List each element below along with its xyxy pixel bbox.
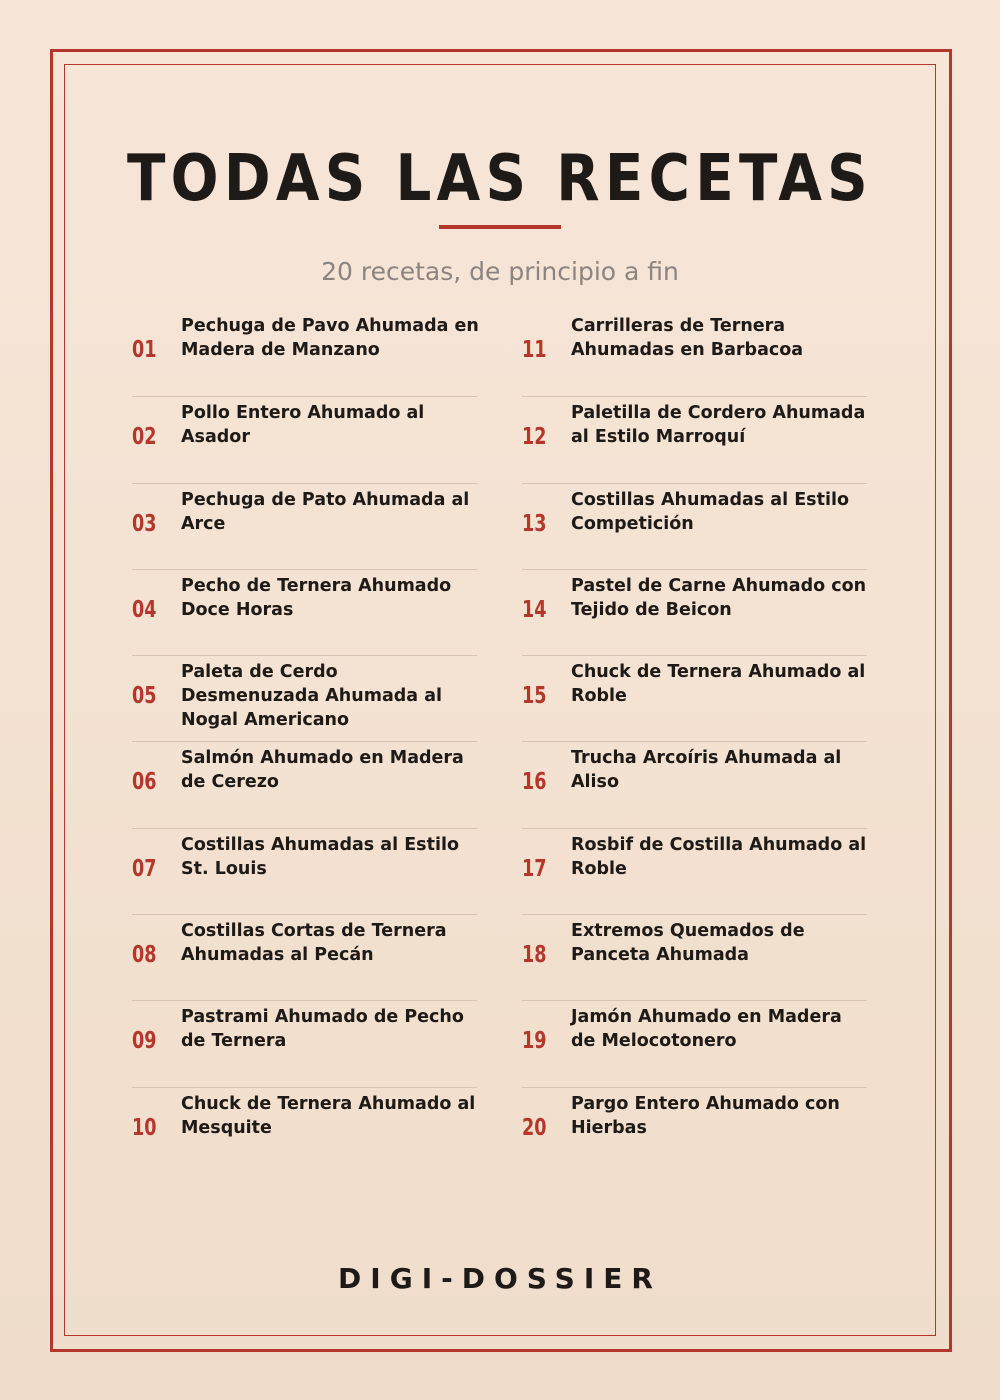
recipe-number: 10	[132, 1114, 157, 1141]
recipe-list-right	[522, 310, 867, 1173]
recipe-title: Chuck de Ternera Ahumado al Mesquite	[181, 1093, 476, 1138]
recipe-item[interactable]	[132, 310, 477, 396]
recipe-number: 01	[132, 337, 157, 363]
recipe-item[interactable]	[132, 569, 477, 655]
title-underline	[439, 225, 561, 229]
recipe-number: 06	[132, 769, 157, 796]
recipe-title: Pechuga de Pavo Ahumada en Madera de Manzano	[181, 316, 479, 360]
recipe-title: Paletilla de Cordero Ahumada al Estilo Marroquí	[571, 403, 866, 448]
recipe-number: 20	[522, 1114, 547, 1141]
recipe-number: 11	[522, 337, 547, 363]
recipe-number: 16	[522, 769, 547, 796]
recipe-number: 17	[522, 855, 547, 882]
recipe-item[interactable]	[132, 483, 477, 569]
recipe-title: Extremos Quemados de Panceta Ahumada	[571, 921, 805, 966]
recipe-title: Costillas Cortas de Ternera Ahumadas al Pecán	[181, 921, 447, 966]
recipe-number: 12	[522, 424, 547, 451]
recipe-item[interactable]	[132, 1087, 477, 1173]
recipe-title: Trucha Arcoíris Ahumada al Aliso	[571, 748, 842, 793]
recipe-item[interactable]	[132, 655, 477, 741]
recipe-number: 04	[132, 596, 157, 623]
recipe-item[interactable]	[132, 1000, 477, 1086]
recipe-item[interactable]	[522, 310, 867, 396]
recipe-title: Pollo Entero Ahumado al Asador	[181, 403, 425, 448]
recipe-number: 15	[522, 683, 547, 710]
recipe-title: Pastel de Carne Ahumado con Tejido de Beicon	[571, 575, 867, 620]
recipe-list-left	[132, 310, 477, 1173]
recipe-number: 07	[132, 855, 157, 882]
recipe-item[interactable]	[522, 914, 867, 1000]
recipe-item[interactable]	[132, 741, 477, 827]
recipe-item[interactable]	[132, 396, 477, 482]
recipe-item[interactable]	[522, 828, 867, 914]
recipe-title: Costillas Ahumadas al Estilo Competición	[571, 489, 849, 534]
recipe-title: Pecho de Ternera Ahumado Doce Horas	[181, 575, 452, 620]
recipe-item[interactable]	[522, 655, 867, 741]
recipe-number: 19	[522, 1028, 547, 1055]
recipe-title: Pechuga de Pato Ahumada al Arce	[181, 489, 470, 534]
recipe-item[interactable]	[522, 396, 867, 482]
recipe-number: 05	[132, 683, 157, 710]
recipe-item[interactable]	[522, 483, 867, 569]
recipe-title: Salmón Ahumado en Madera de Cerezo	[181, 748, 464, 793]
recipe-number: 02	[132, 424, 157, 451]
recipe-item[interactable]	[522, 741, 867, 827]
recipe-number: 03	[132, 510, 157, 537]
recipe-item[interactable]	[132, 828, 477, 914]
recipe-title: Jamón Ahumado en Madera de Melocotonero	[571, 1007, 842, 1052]
recipe-title: Rosbif de Costilla Ahumado al Roble	[571, 834, 867, 879]
recipe-item[interactable]	[522, 569, 867, 655]
recipe-title: Costillas Ahumadas al Estilo St. Louis	[181, 834, 459, 879]
recipe-number: 09	[132, 1028, 157, 1055]
recipe-title: Paleta de Cerdo Desmenuzada Ahumada al Nogal Americano	[181, 662, 442, 731]
recipe-item[interactable]	[522, 1000, 867, 1086]
brand-footer: DIGI-DOSSIER	[338, 1262, 662, 1295]
page-subtitle: 20 recetas, de principio a fin	[321, 257, 679, 286]
recipe-title: Carrilleras de Ternera Ahumadas en Barbacoa	[571, 316, 804, 360]
recipe-item[interactable]	[522, 1087, 867, 1173]
recipe-title: Chuck de Ternera Ahumado al Roble	[571, 662, 866, 707]
recipe-number: 13	[522, 510, 547, 537]
recipe-item[interactable]	[132, 914, 477, 1000]
recipe-number: 18	[522, 942, 547, 969]
recipe-number: 08	[132, 942, 157, 969]
recipe-number: 14	[522, 596, 547, 623]
recipe-title: Pargo Entero Ahumado con Hierbas	[571, 1093, 840, 1138]
page-title: TODAS LAS RECETAS	[126, 142, 874, 216]
recipe-title: Pastrami Ahumado de Pecho de Ternera	[181, 1007, 464, 1052]
